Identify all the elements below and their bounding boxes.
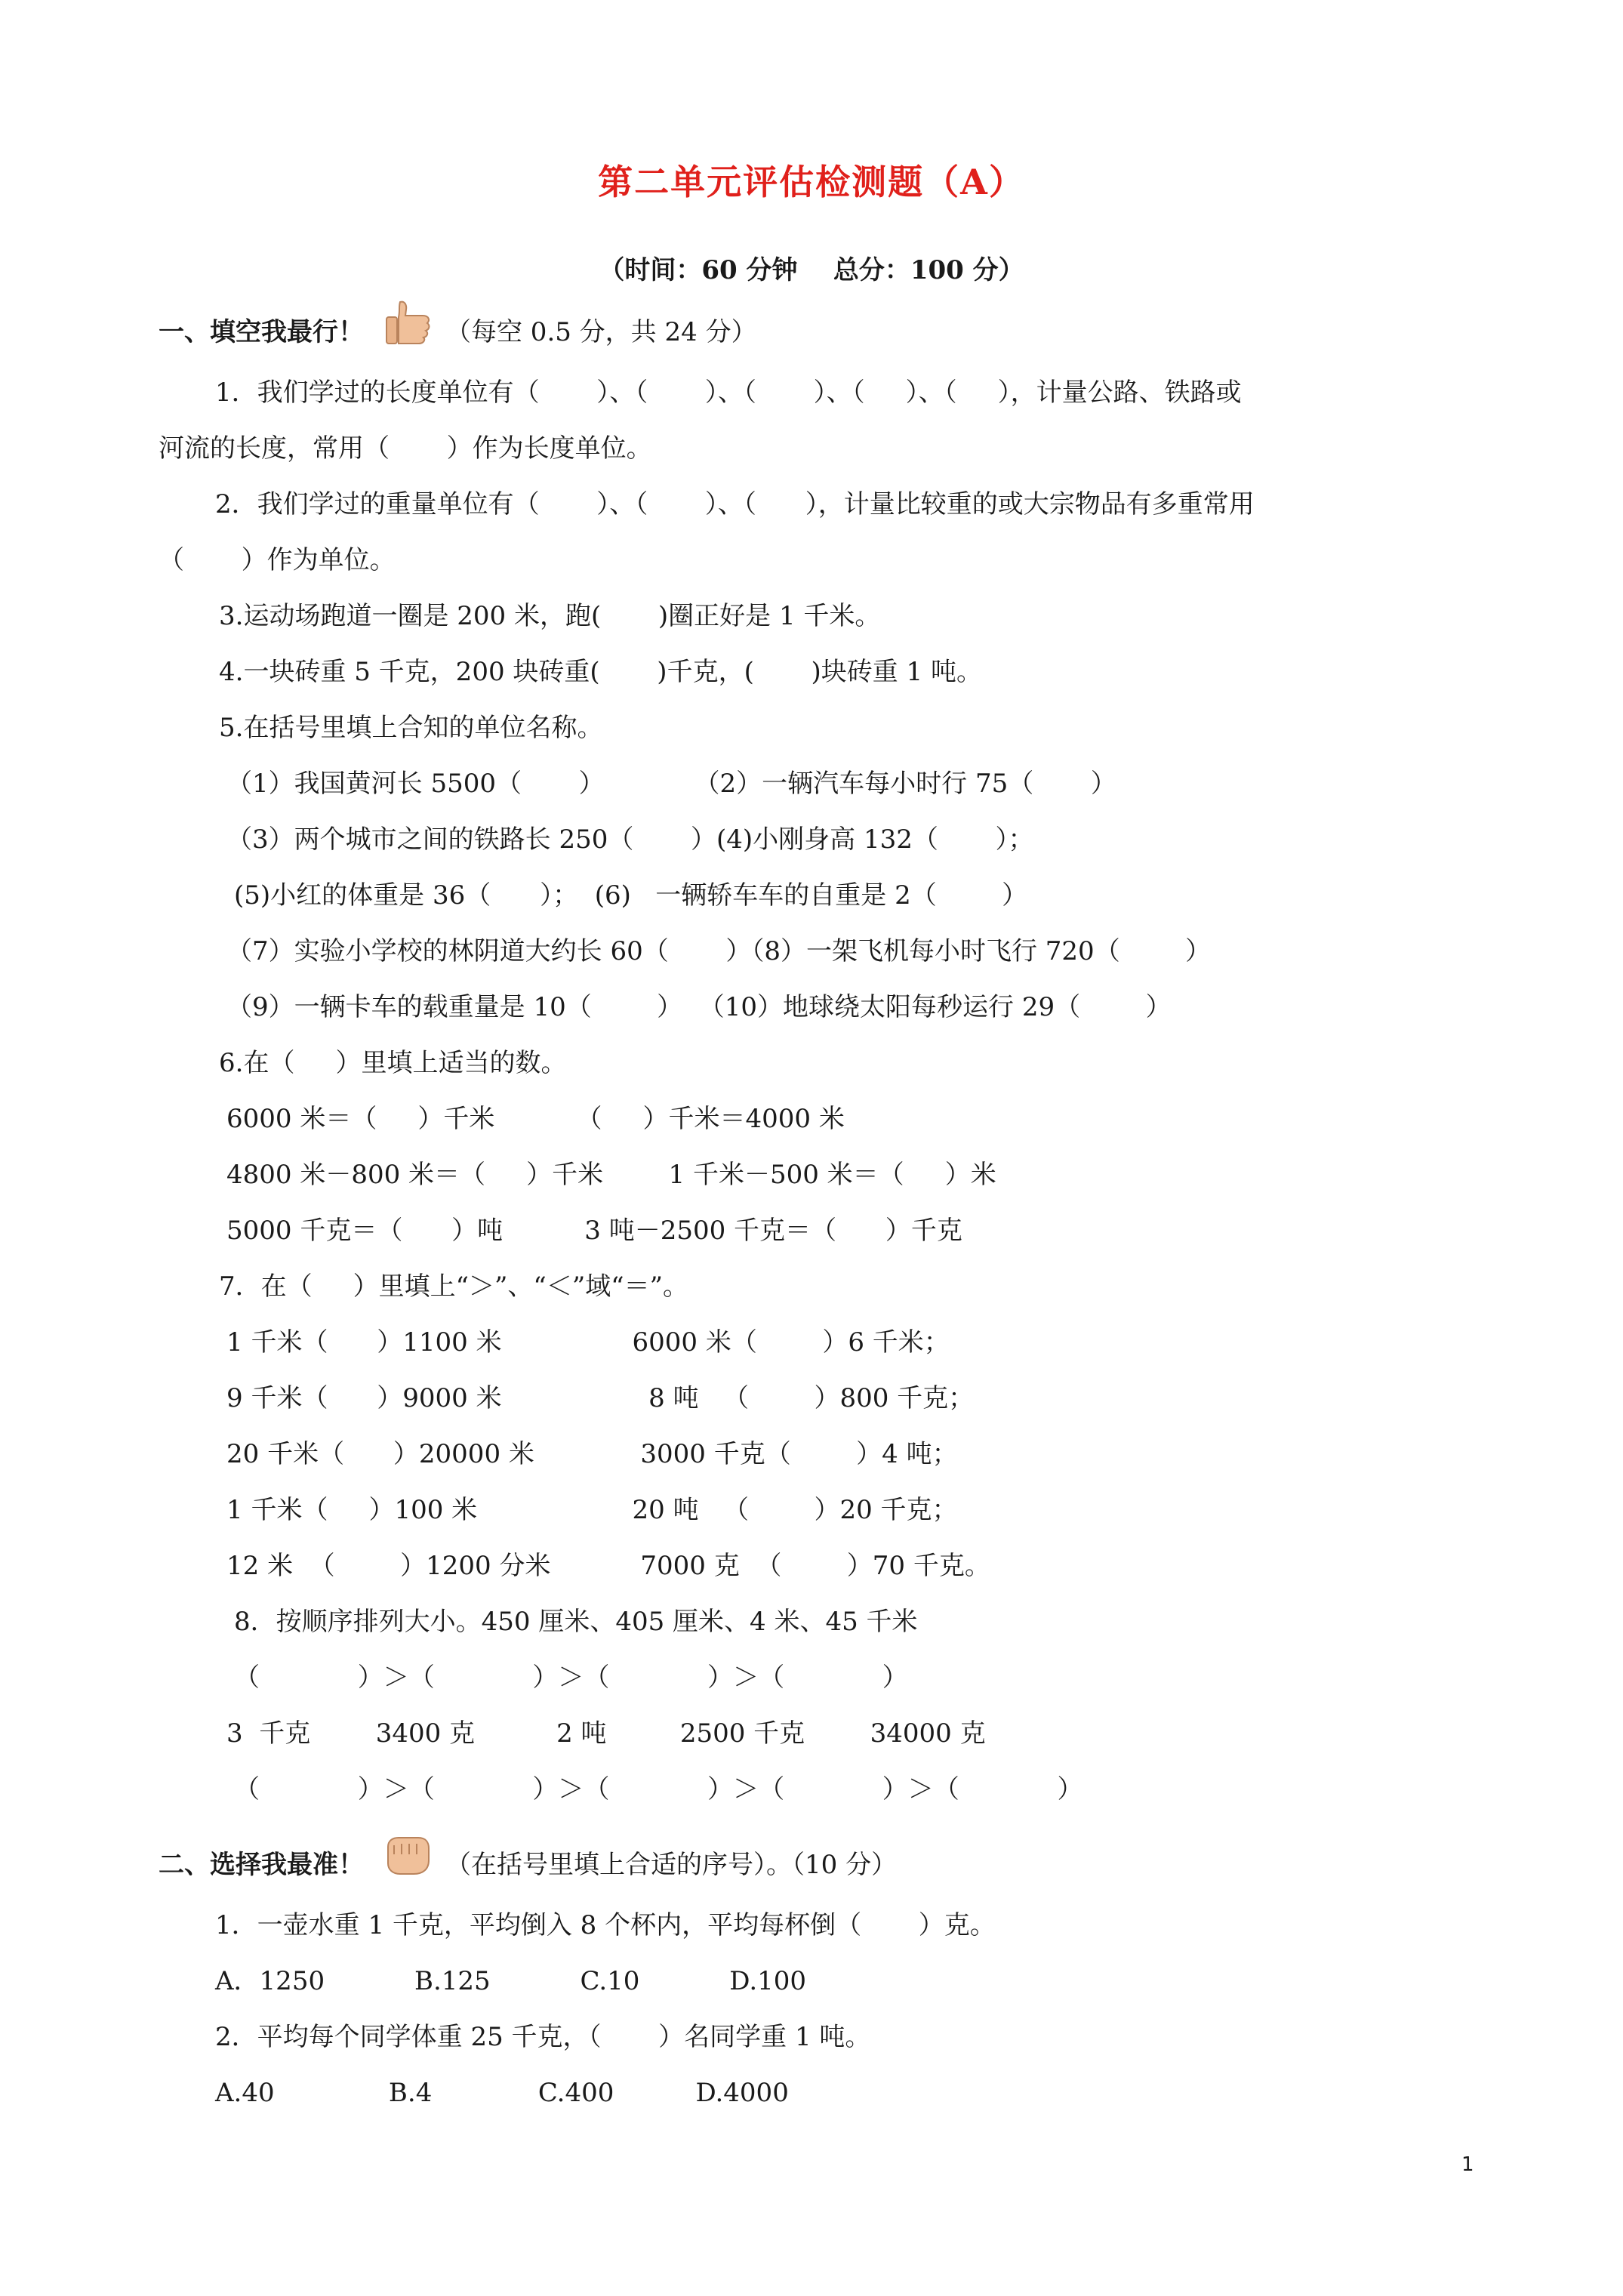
s1-line: 9 千米（ ）9000 米 8 吨 （ ）800 千克；	[226, 1383, 975, 1413]
thumbs-up-icon	[383, 300, 432, 344]
exam-meta: （时间：60 分钟 总分：100 分）	[599, 255, 1024, 285]
s1-line: （9）一辆卡车的载重量是 10（ ） （10）地球绕太阳每秒运行 29（ ）	[226, 992, 1172, 1022]
s1-line: 1 千米（ ）100 米 20 吨 （ ）20 千克；	[226, 1495, 958, 1525]
section2-heading: 二、选择我最准！	[159, 1850, 364, 1880]
s1-line: 3 千克 3400 克 2 吨 2500 千克 34000 克	[226, 1718, 986, 1749]
s1-line: (5)小红的体重是 36（ ）； (6) 一辆轿车车的自重是 2（ ）	[234, 880, 1028, 911]
s1-line: 河流的长度，常用（ ）作为长度单位。	[159, 433, 652, 464]
s1-line: 2．我们学过的重量单位有（ ）、（ ）、（ ），计量比较重的或大宗物品有多重常用	[215, 489, 1255, 519]
s1-line: 1．我们学过的长度单位有（ ）、（ ）、（ ）、（ ）、（ ），计量公路、铁路或	[215, 378, 1242, 408]
s1-line: （ ）＞（ ）＞（ ）＞（ ）	[234, 1663, 908, 1693]
s1-line: 7．在（ ）里填上“＞”、“＜”域“＝”。	[219, 1271, 688, 1302]
s1-line: 5.在括号里填上合知的单位名称。	[219, 713, 603, 743]
s1-line: （3）两个城市之间的铁路长 250（ ）(4)小刚身高 132（ ）；	[226, 824, 1034, 855]
s1-line: 6000 米＝（ ）千米 （ ）千米＝4000 米	[226, 1104, 845, 1134]
s1-line: 20 千米（ ）20000 米 3000 千克（ ）4 吨；	[226, 1439, 958, 1469]
s1-line: （ ）＞（ ）＞（ ）＞（ ）＞（ ）	[234, 1774, 1083, 1804]
s2-line: A.40 B.4 C.400 D.4000	[215, 2078, 789, 2108]
s1-line: 3.运动场跑道一圈是 200 米，跑( )圈正好是 1 千米。	[219, 601, 881, 631]
s2-line: 1．一壶水重 1 千克，平均倒入 8 个杯内，平均每杯倒（ ）克。	[215, 1910, 996, 1940]
s1-line: 1 千米（ ）1100 米 6000 米（ ）6 千米；	[226, 1327, 950, 1358]
section1-heading: 一、填空我最行！	[159, 317, 364, 347]
s1-line: 4800 米－800 米＝（ ）千米 1 千米－500 米＝（ ）米	[226, 1160, 996, 1190]
fist-icon	[383, 1833, 432, 1877]
s1-line: 6.在（ ）里填上适当的数。	[219, 1048, 567, 1078]
page-title: 第二单元评估检测题（A）	[598, 162, 1025, 202]
s1-line: （7）实验小学校的林阴道大约长 60（ ）（8）一架飞机每小时飞行 720（ ）	[226, 936, 1212, 966]
s1-line: 8．按顺序排列大小。450 厘米、405 厘米、4 米、45 千米	[234, 1607, 918, 1637]
s1-line: 5000 千克＝（ ）吨 3 吨－2500 千克＝（ ）千克	[226, 1216, 962, 1246]
s1-line: （ ）作为单位。	[159, 545, 396, 575]
s1-line: 4.一块砖重 5 千克，200 块砖重( )千克，( )块砖重 1 吨。	[219, 657, 983, 687]
section1-note: （每空 0.5 分，共 24 分）	[445, 317, 757, 347]
section2-note: （在括号里填上合适的序号）。（10 分）	[445, 1850, 898, 1880]
s1-line: （1）我国黄河长 5500（ ） （2）一辆汽车每小时行 75（ ）	[226, 769, 1116, 799]
s2-line: 2．平均每个同学体重 25 千克，（ ）名同学重 1 吨。	[215, 2022, 871, 2052]
s2-line: A．1250 B.125 C.10 D.100	[215, 1966, 807, 1996]
page-number: 1	[1461, 2153, 1474, 2176]
s1-line: 12 米 （ ）1200 分米 7000 克 （ ）70 千克。	[226, 1551, 990, 1581]
